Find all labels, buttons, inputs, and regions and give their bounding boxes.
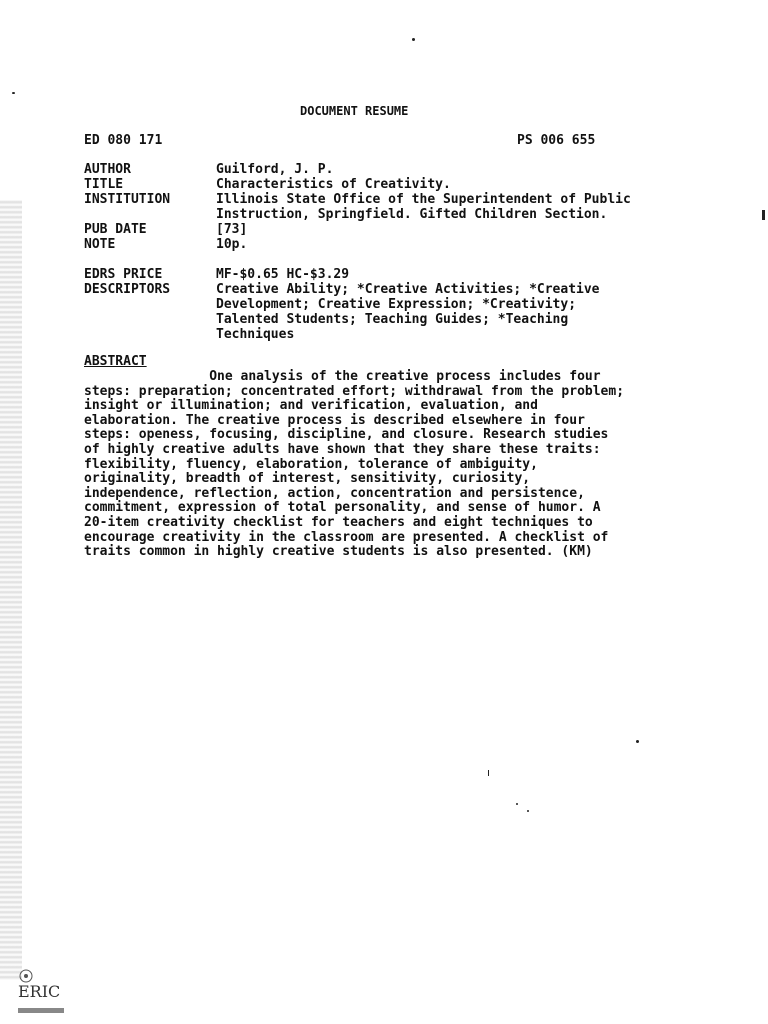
field-row-note [84,237,631,252]
field-row-title [84,177,631,192]
scan-speck [516,803,518,805]
scan-speck [412,38,415,41]
eric-logo-text: ERIC [18,982,61,1001]
field-value: Creative Ability; *Creative Activities; *Creative [216,282,600,297]
abstract-line: steps: preparation; concentrated effort; withdrawal from the problem; [84,383,625,399]
scan-speck [636,740,639,743]
field-value: [73] [216,222,248,237]
field-row-spacer [84,252,631,267]
abstract-line: 20-item creativity checklist for teachers and eight techniques to [84,514,593,530]
field-row-pub-date [84,222,631,237]
abstract-line: traits common in highly creative students is also presented. (KM) [84,544,593,560]
abstract-line: of highly creative adults have shown that they share these traits: [84,441,601,457]
abstract-line: steps: openess, focusing, discipline, and closure. Research studies [84,427,609,443]
abstract-line: independence, reflection, action, concentration and persistence, [84,485,585,501]
field-value: 10p. [216,237,248,252]
field-row-descriptors-cont [84,327,631,342]
abstract-line: flexibility, fluency, elaboration, tolerance of ambiguity, [84,456,538,472]
field-row-descriptors-cont [84,297,631,312]
field-row-institution [84,192,631,207]
scan-speck [762,210,765,220]
abstract-line: originality, breadth of interest, sensitivity, curiosity, [84,471,531,487]
field-row-author [84,162,631,177]
abstract-heading: ABSTRACT [84,354,147,369]
ed-number: ED 080 171 [84,133,163,148]
abstract-line: insight or illumination; and verification, evaluation, and [84,398,538,414]
field-value: MF-$0.65 HC-$3.29 [216,267,350,282]
field-value: Development; Creative Expression; *Creativity; [216,297,577,312]
field-value: Techniques [216,327,295,342]
scan-edge-artifact [0,200,22,980]
document-title: DOCUMENT RESUME [300,104,409,118]
field-label: TITLE [84,177,124,192]
field-row-institution-cont [84,207,631,222]
field-label [84,327,216,342]
field-value: Talented Students; Teaching Guides; *Teaching [216,312,569,327]
field-label: NOTE [84,237,116,252]
scan-speck [527,810,529,812]
abstract-line: commitment, expression of total personality, and sense of humor. A [84,500,601,516]
field-label [84,297,216,312]
field-value: Characteristics of Creativity. [216,177,451,192]
metadata-fields [84,162,631,342]
scan-speck [488,770,489,776]
field-value: Instruction, Springfield. Gifted Children Section. [216,207,608,222]
field-label [84,312,216,327]
field-label: DESCRIPTORS [84,282,171,297]
field-label: INSTITUTION [84,192,171,207]
abstract-line: One analysis of the creative process includes four [84,369,601,384]
field-value: Guilford, J. P. [216,162,334,177]
field-row-descriptors-cont [84,312,631,327]
field-label: EDRS PRICE [84,267,163,282]
field-label [84,252,216,267]
field-row-edrs-price [84,267,631,282]
field-label [84,207,216,222]
field-label: PUB DATE [84,222,147,237]
ps-number: PS 006 655 [517,133,596,148]
scan-speck [12,92,15,94]
field-row-descriptors [84,282,631,297]
field-label: AUTHOR [84,162,131,177]
abstract-text [84,369,684,559]
abstract-line: encourage creativity in the classroom are presented. A checklist of [84,529,609,545]
field-value: Illinois State Office of the Superintendent of Public [216,192,631,207]
abstract-line: elaboration. The creative process is described elsewhere in four [84,412,585,428]
